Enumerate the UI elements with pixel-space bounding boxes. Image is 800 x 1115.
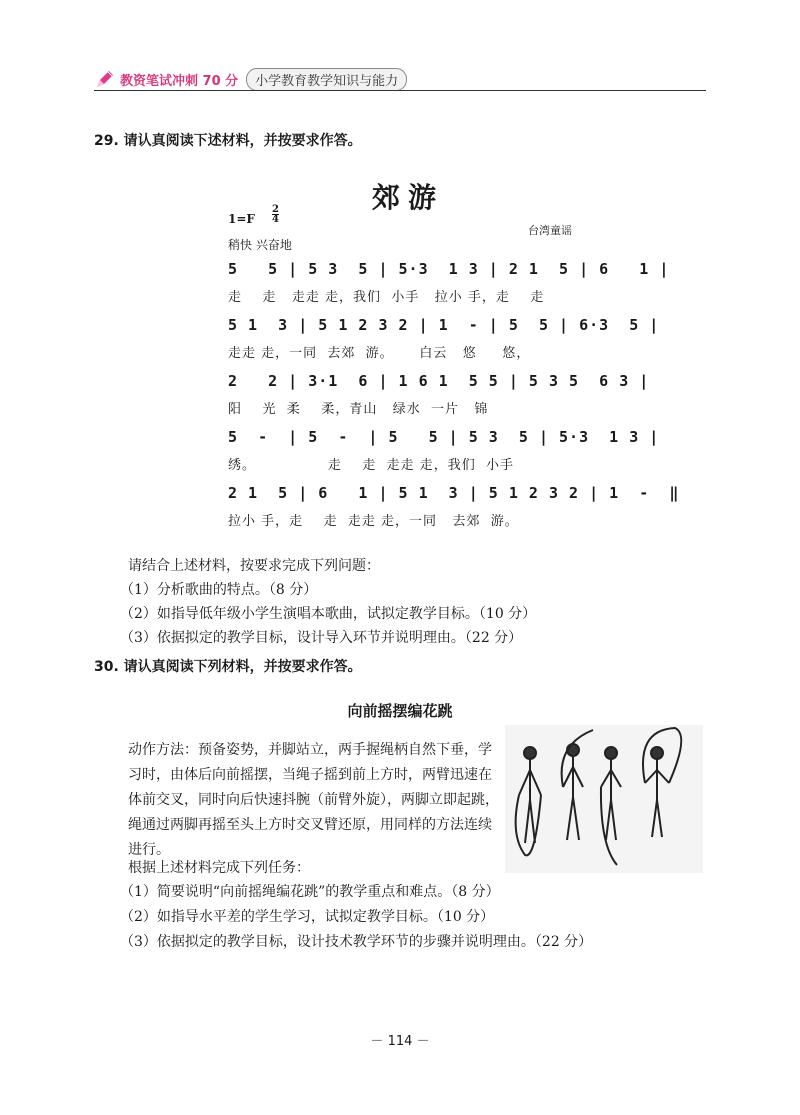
time-signature bbox=[272, 205, 279, 224]
lyric-line: 走 走 走走 走，我们 小手 拉小 手，走 走 bbox=[228, 290, 545, 305]
q30-item: （3）依据拟定的教学目标，设计技术教学环节的步骤并说明理由。（22 分） bbox=[120, 934, 593, 950]
q30-body: 动作方法：预备姿势，并脚站立，两手握绳柄自然下垂，学习时，由体后向前摇摆，当绳子摇到前上方时，两臂迅速在体前交叉，同时向后快速抖腕（前臂外旋），两脚立即起跳，绳通过两脚再摇至头上方时交叉臂还原，用同样的方法连续进行。 bbox=[128, 742, 499, 858]
time-signature-top: 2 bbox=[272, 204, 279, 215]
song-origin: 台湾童谣 bbox=[528, 224, 572, 237]
question-29-title: 29. 请认真阅读下述材料，并按要求作答。 bbox=[94, 133, 362, 149]
lyric-line: 走走 走，一同 去郊 游。 白云 悠 悠， bbox=[228, 346, 531, 361]
q30-intro: 根据上述材料完成下列任务： bbox=[128, 860, 310, 876]
notation-line: 5 5 | 5 3 5 | 5·3 1 3 | 2 1 5 | 6 1 | bbox=[228, 260, 670, 278]
song-title: 郊游 bbox=[372, 181, 445, 214]
subject-badge: 小学教育教学知识与能力 bbox=[246, 68, 407, 91]
time-signature-bottom: 4 bbox=[272, 214, 279, 225]
question-30-title: 30. 请认真阅读下列材料，并按要求作答。 bbox=[94, 659, 362, 675]
notation-line: 2 1 5 | 6 1 | 5 1 3 | 5 1 2 3 2 | 1 - ‖ bbox=[228, 484, 680, 502]
book-title: 教资笔试冲刺 70 分 bbox=[120, 73, 239, 89]
q29-item: （2）如指导低年级小学生演唱本歌曲，试拟定教学目标。（10 分） bbox=[120, 606, 537, 622]
q30-item: （1）简要说明“向前摇绳编花跳”的教学重点和难点。（8 分） bbox=[120, 884, 500, 900]
lyric-line: 阳 光 柔 柔，青山 绿水 一片 锦 bbox=[228, 402, 489, 417]
q29-item: （3）依据拟定的教学目标，设计导入环节并说明理由。（22 分） bbox=[120, 630, 523, 646]
section-title: 向前摇摆编花跳 bbox=[347, 702, 453, 720]
song-tempo: 稍快 兴奋地 bbox=[228, 238, 292, 252]
lyric-line: 拉小 手，走 走 走走 走，一同 去郊 游。 bbox=[228, 514, 519, 529]
q29-item: （1）分析歌曲的特点。（8 分） bbox=[120, 582, 318, 598]
song-key: 1=F bbox=[228, 212, 255, 226]
notation-line: 5 - | 5 - | 5 5 | 5 3 5 | 5·3 1 3 | bbox=[228, 428, 660, 446]
notation-line: 5 1 3 | 5 1 2 3 2 | 1 - | 5 5 | 6·3 5 | bbox=[228, 316, 660, 334]
q29-intro: 请结合上述材料，按要求完成下列问题： bbox=[128, 558, 380, 574]
rope-skipping-illustration bbox=[505, 725, 703, 873]
page-number: － 114 － bbox=[370, 1034, 430, 1049]
lyric-line: 绣。 走 走 走走 走，我们 小手 bbox=[228, 458, 515, 473]
header-divider bbox=[94, 90, 706, 91]
pencil-icon bbox=[94, 68, 116, 90]
notation-line: 2 2 | 3·1 6 | 1 6 1 5 5 | 5 3 5 6 3 | bbox=[228, 372, 650, 390]
q30-item: （2）如指导水平差的学生学习，试拟定教学目标。（10 分） bbox=[120, 909, 495, 925]
